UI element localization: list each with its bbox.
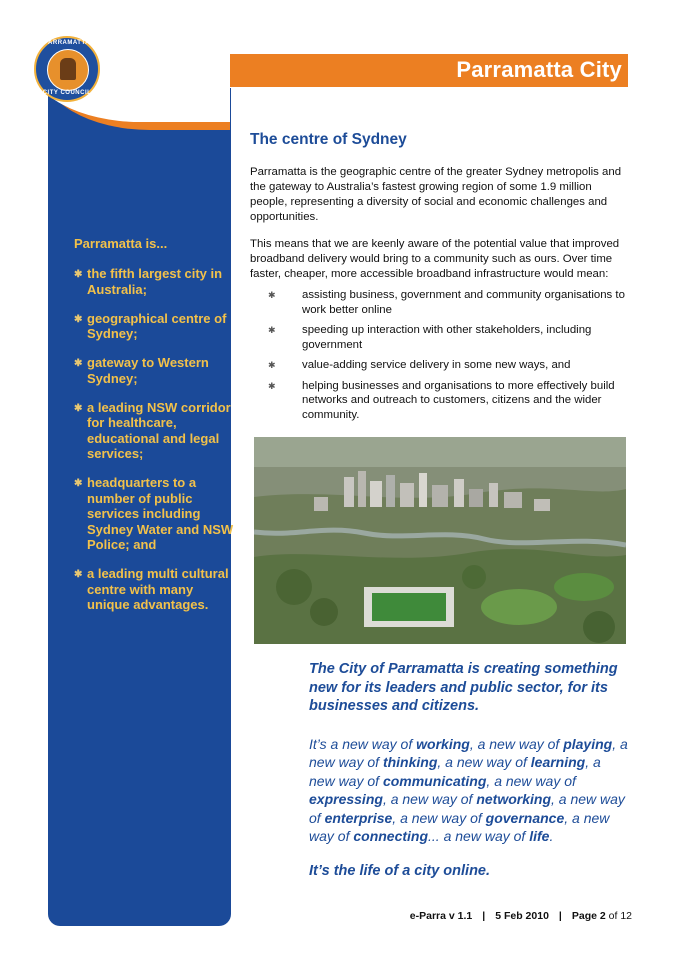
way-keyword: life <box>529 828 550 845</box>
page-total: of 12 <box>608 910 632 922</box>
sidebar-item-text: geographical centre of Sydney; <box>87 310 227 341</box>
benefits-list <box>268 288 626 428</box>
sidebar-item-text: a leading multi cultural centre with many unique advantages. <box>87 566 229 612</box>
bullet-icon: ✱ <box>268 360 276 370</box>
way-suffix: , <box>585 754 594 771</box>
header-title: Parramatta City <box>456 57 622 82</box>
sidebar-list <box>74 266 234 626</box>
bullet-icon: ✱ <box>74 313 83 325</box>
list-item <box>268 358 626 373</box>
way-prefix: a new way of <box>390 791 477 808</box>
benefit-text: assisting business, government and community organisations to work better online <box>302 289 625 316</box>
way-keyword: enterprise <box>324 809 393 826</box>
benefit-text: value-adding service delivery in some new ways, and <box>302 359 571 371</box>
sidebar-item-text: the fifth largest city in Australia; <box>87 266 223 297</box>
new-way-statement <box>309 735 629 845</box>
way-prefix: a new way of <box>309 736 628 771</box>
list-item <box>74 566 234 613</box>
sidebar-item-text: headquarters to a number of public services including Sydney Water and NSW Police; and <box>87 475 234 552</box>
sidebar-item-text: a leading NSW corridor for healthcare, educational and legal services; <box>87 399 231 461</box>
way-keyword: connecting <box>353 828 429 845</box>
way-keyword: expressing <box>309 791 383 808</box>
way-prefix: a new way of <box>400 809 486 826</box>
intro-paragraph: Parramatta is the geographic centre of the greater Sydney metropolis and the gateway to Australia’s fastest growing region of some 1.9 million people, representing a diversity of social and economic challenges and opportunities. <box>250 166 622 223</box>
list-item <box>268 379 626 423</box>
page-title: The centre of Sydney <box>250 131 407 148</box>
document-date: 5 Feb 2010 <box>495 910 549 922</box>
way-prefix: a new way of <box>443 828 530 845</box>
way-prefix: a new way of <box>309 791 625 826</box>
sidebar-heading: Parramatta is... <box>74 236 168 251</box>
logo-figure <box>60 58 76 80</box>
list-item <box>74 355 234 386</box>
bullet-icon: ✱ <box>74 478 83 489</box>
document-version: e-Parra v 1.1 <box>409 910 473 922</box>
way-prefix: a new way of <box>309 754 601 789</box>
sidebar-item-text: gateway to Western Sydney; <box>87 355 209 386</box>
way-suffix: , <box>486 772 495 789</box>
way-keyword: working <box>416 736 470 752</box>
list-item <box>74 266 234 297</box>
way-suffix: ... <box>428 828 444 845</box>
way-suffix: , <box>612 736 620 752</box>
bullet-icon: ✱ <box>74 569 83 580</box>
footer-separator: | <box>482 910 486 922</box>
bullet-icon: ✱ <box>74 269 83 280</box>
way-prefix: a new way of <box>445 754 531 771</box>
vision-statement: The City of Parramatta is creating something new for its leaders and public sector, for its businesses and citizens. <box>309 661 618 714</box>
aerial-photo-drawing <box>254 437 626 644</box>
bullet-icon: ✱ <box>268 380 276 391</box>
logo-bottom-text: CITY COUNCIL <box>42 90 92 96</box>
way-suffix: , <box>437 754 446 771</box>
bullet-icon: ✱ <box>268 290 276 300</box>
way-keyword: thinking <box>382 754 438 771</box>
benefit-text: speeding up interaction with other stakeholders, including government <box>302 324 592 351</box>
list-item <box>74 311 234 342</box>
benefit-text: helping businesses and organisations to more effectively build networks and outreach to customers, citizens and the wider community. <box>302 379 615 421</box>
way-suffix: , <box>382 791 391 808</box>
way-keyword: playing <box>563 736 613 752</box>
way-keyword: networking <box>476 791 551 808</box>
page-number: Page 2 <box>571 910 606 922</box>
way-prefix: a new way of <box>309 809 610 845</box>
way-prefix: It’s a new way of <box>309 736 417 752</box>
bullet-icon: ✱ <box>268 325 276 335</box>
list-item <box>74 475 234 553</box>
way-keyword: communicating <box>382 772 487 789</box>
list-item <box>268 323 626 352</box>
footer-separator: | <box>558 910 562 922</box>
list-item <box>268 288 626 317</box>
way-keyword: learning <box>530 754 586 771</box>
way-prefix: a new way of <box>477 736 564 752</box>
bullet-icon: ✱ <box>74 358 83 369</box>
way-suffix: , <box>564 809 573 826</box>
aerial-city-photo <box>254 437 626 644</box>
page-footer <box>410 910 632 922</box>
broadband-paragraph: This means that we are keenly aware of the potential value that improved broadband delivery would bring to a community such as ours. Over time faster, cheaper, more accessible broadband infrastructure would mean: <box>250 238 620 280</box>
council-seal-icon <box>34 36 100 102</box>
way-keyword: governance <box>485 809 565 826</box>
way-suffix: . <box>549 828 554 845</box>
bullet-icon: ✱ <box>74 402 83 414</box>
way-suffix: , <box>392 809 401 826</box>
logo-top-text: PARRAMATTA <box>44 40 90 46</box>
way-prefix: a new way of <box>494 772 576 789</box>
closing-tagline: It’s the life of a city online. <box>309 863 491 879</box>
logo-emblem <box>47 49 89 91</box>
list-item <box>74 400 234 462</box>
way-suffix: , <box>551 791 559 808</box>
way-suffix: , <box>469 736 478 752</box>
